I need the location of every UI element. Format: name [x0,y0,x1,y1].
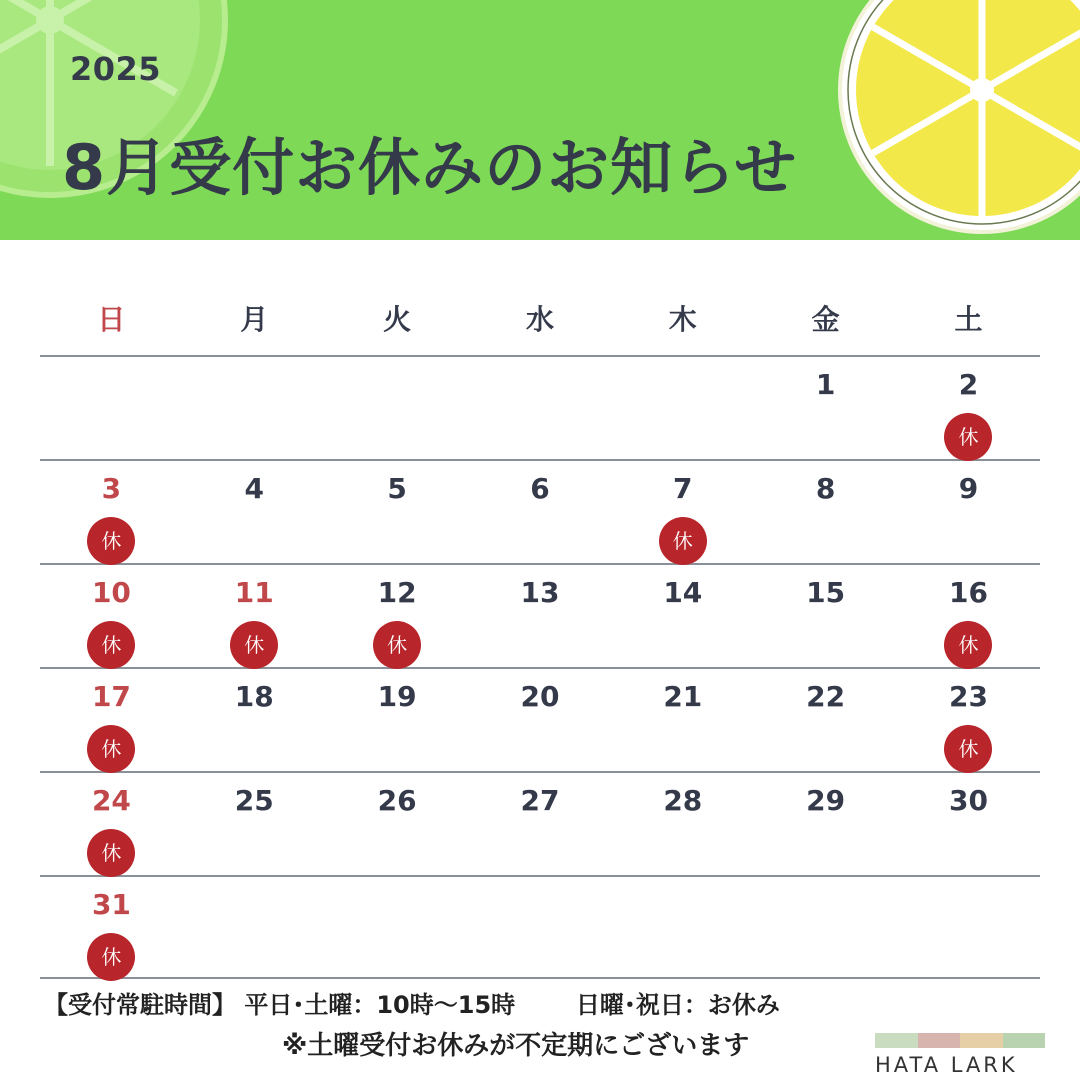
day-number [326,357,469,369]
logo-bar [1003,1033,1046,1048]
calendar-week-row [40,875,1040,979]
day-number [183,357,326,369]
day-number: 15 [806,576,846,609]
day-number: 21 [663,680,703,713]
day-number: 6 [530,472,550,505]
day-number: 13 [520,576,560,609]
day-cell [611,461,754,563]
day-cell [326,565,469,667]
closed-badge: 休 [659,517,707,565]
day-number: 11 [234,576,274,609]
day-cell [897,565,1040,667]
hours-label: 【受付常駐時間】 [44,991,236,1019]
holiday-hours: 日曜･祝日：お休み [575,991,780,1019]
day-cell [897,357,1040,459]
day-cell [611,565,754,667]
empty-day-cell [183,877,326,977]
page-title: 8月受付お休みのお知らせ [62,131,798,204]
day-cell [183,565,326,667]
day-cell [754,357,897,459]
day-number [469,877,612,889]
closed-badge: 休 [373,621,421,669]
empty-day-cell [469,357,612,459]
irregular-closure-note: ※土曜受付お休みが不定期にございます [282,1031,750,1061]
day-cell [40,461,183,563]
brand-logo [875,1033,1045,1078]
weekday-mon: 月 [240,302,269,336]
day-number: 28 [663,784,703,817]
day-cell [754,773,897,875]
day-number [754,877,897,889]
day-cell [40,669,183,771]
day-cell [754,565,897,667]
calendar-week-row [40,355,1040,459]
logo-bar [875,1033,918,1048]
day-cell [469,669,612,771]
empty-day-cell [326,357,469,459]
empty-day-cell [40,357,183,459]
day-number: 9 [958,472,979,505]
day-cell [754,669,897,771]
day-number: 5 [387,472,407,505]
day-number: 17 [91,680,131,713]
year-label: 2025 [70,50,162,88]
closed-badge: 休 [87,725,135,773]
day-number: 19 [377,680,417,713]
day-number: 3 [101,472,122,505]
day-number: 2 [958,368,979,401]
day-number: 10 [91,576,131,609]
day-number: 25 [234,784,274,817]
day-number: 14 [663,576,703,609]
calendar [40,280,1040,979]
day-cell [611,773,754,875]
logo-bar [918,1033,961,1048]
day-cell [897,669,1040,771]
day-number: 8 [815,472,836,505]
day-number [611,877,754,889]
logo-bar [960,1033,1003,1048]
closed-badge: 休 [87,621,135,669]
empty-day-cell [897,877,1040,977]
day-cell [754,461,897,563]
weekday-wed: 水 [525,302,554,336]
closed-badge: 休 [944,725,992,773]
day-number [326,877,469,889]
day-cell [897,773,1040,875]
empty-day-cell [326,877,469,977]
day-number: 18 [234,680,274,713]
logo-text: HATA LARK [875,1053,1018,1077]
weekday-sat: 土 [954,302,983,336]
weekday-tue: 火 [383,302,412,336]
day-number: 1 [815,368,836,401]
day-number: 16 [949,576,988,609]
empty-day-cell [183,357,326,459]
day-cell [326,669,469,771]
closed-badge: 休 [87,517,135,565]
day-number: 31 [91,888,131,921]
day-number [40,357,183,369]
empty-day-cell [611,877,754,977]
day-cell [611,669,754,771]
empty-day-cell [469,877,612,977]
calendar-weeks [40,355,1040,979]
day-number: 4 [244,472,264,505]
day-number: 26 [377,784,417,817]
day-number [611,357,754,369]
weekday-fri: 金 [811,302,840,336]
weekday-sun: 日 [97,302,126,336]
day-cell [469,565,612,667]
day-cell [183,773,326,875]
day-cell [183,461,326,563]
empty-day-cell [754,877,897,977]
day-cell [897,461,1040,563]
day-cell [40,565,183,667]
day-number: 7 [673,472,693,505]
day-cell [326,461,469,563]
header-banner [0,0,1080,240]
closed-badge: 休 [944,413,992,461]
day-number: 20 [520,680,560,713]
empty-day-cell [611,357,754,459]
day-number [183,877,326,889]
closed-badge: 休 [944,621,992,669]
closed-badge: 休 [87,829,135,877]
day-cell [469,461,612,563]
day-number: 24 [91,784,131,817]
calendar-week-row [40,771,1040,875]
day-cell [40,877,183,977]
day-cell [469,773,612,875]
hours-notice [44,985,780,1020]
day-number: 29 [806,784,846,817]
day-number: 22 [806,680,846,713]
weekday-header-row [40,280,1040,355]
calendar-week-row [40,459,1040,563]
lemon-slice-decoration [832,0,1080,240]
day-cell [40,773,183,875]
day-number: 12 [377,576,417,609]
calendar-week-row [40,667,1040,771]
weekday-hours: 平日･土曜：10時〜15時 [244,991,516,1019]
day-number: 23 [949,680,988,713]
closed-badge: 休 [87,933,135,981]
day-cell [183,669,326,771]
day-number [469,357,612,369]
calendar-week-row [40,563,1040,667]
weekday-thu: 木 [668,302,697,336]
day-cell [326,773,469,875]
closed-badge: 休 [230,621,278,669]
logo-color-bars [875,1033,1045,1048]
day-number: 27 [520,784,560,817]
day-number: 30 [949,784,988,817]
day-number [897,877,1040,889]
